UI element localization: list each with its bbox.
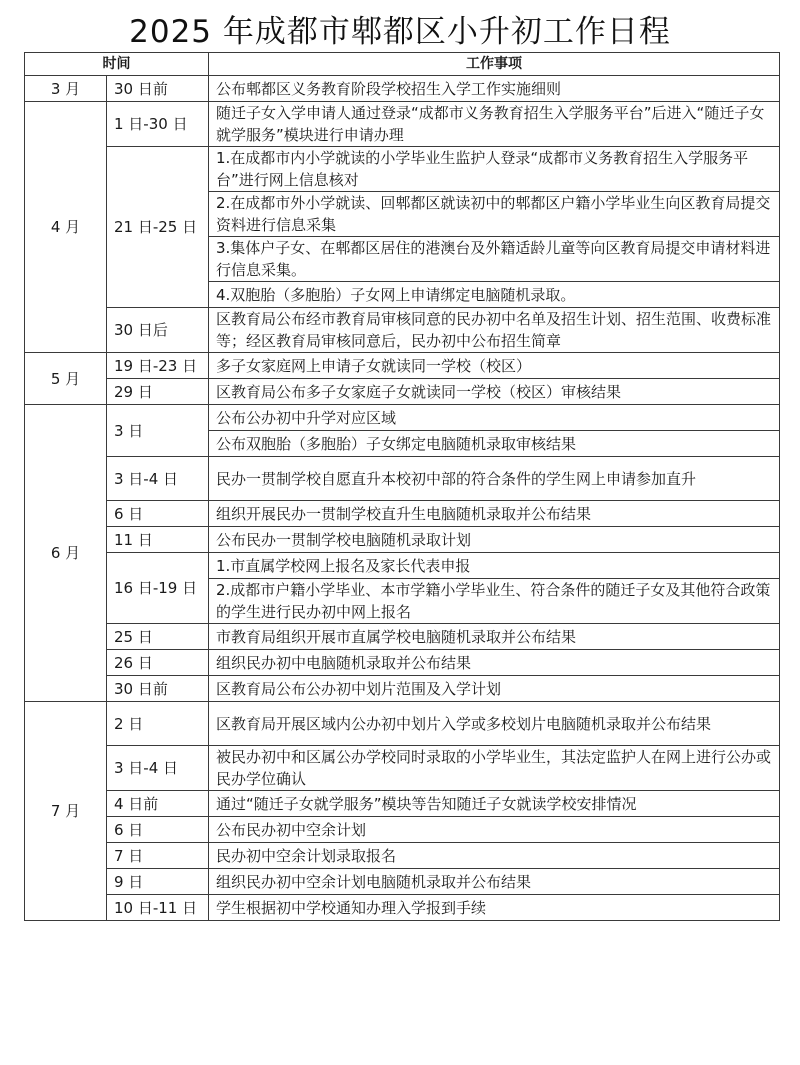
day-cell: 3 日 (107, 405, 209, 457)
month-cell: 5 月 (25, 353, 107, 405)
table-row (25, 791, 780, 817)
task-cell: 公布双胞胎（多胞胎）子女绑定电脑随机录取审核结果 (209, 431, 780, 457)
day-cell: 30 日后 (107, 308, 209, 353)
table-row (25, 147, 780, 192)
day-cell: 26 日 (107, 650, 209, 676)
header-tasks: 工作事项 (209, 53, 780, 76)
task-cell: 公布民办初中空余计划 (209, 817, 780, 843)
day-cell: 7 日 (107, 843, 209, 869)
table-row (25, 353, 780, 379)
day-cell: 6 日 (107, 817, 209, 843)
table-row (25, 843, 780, 869)
task-cell: 公布公办初中升学对应区域 (209, 405, 780, 431)
header-time: 时间 (25, 53, 209, 76)
day-cell: 29 日 (107, 379, 209, 405)
task-cell: 2.在成都市外小学就读、回郫都区就读初中的郫都区户籍小学毕业生向区教育局提交资料进行信息采集 (209, 192, 780, 237)
day-cell: 11 日 (107, 527, 209, 553)
table-row (25, 405, 780, 431)
schedule-table (24, 52, 780, 921)
table-row (25, 102, 780, 147)
day-cell: 3 日-4 日 (107, 457, 209, 501)
task-cell: 区教育局开展区域内公办初中划片入学或多校划片电脑随机录取并公布结果 (209, 702, 780, 746)
day-cell: 30 日前 (107, 76, 209, 102)
day-cell: 10 日-11 日 (107, 895, 209, 921)
table-row (25, 624, 780, 650)
day-cell: 16 日-19 日 (107, 553, 209, 624)
task-cell: 1.在成都市内小学就读的小学毕业生监护人登录“成都市义务教育招生入学服务平台”进行网上信息核对 (209, 147, 780, 192)
table-row (25, 746, 780, 791)
task-cell: 3.集体户子女、在郫都区居住的港澳台及外籍适龄儿童等向区教育局提交申请材料进行信息采集。 (209, 237, 780, 282)
day-cell: 19 日-23 日 (107, 353, 209, 379)
task-cell: 市教育局组织开展市直属学校电脑随机录取并公布结果 (209, 624, 780, 650)
day-cell: 25 日 (107, 624, 209, 650)
table-header-row (25, 53, 780, 76)
task-cell: 2.成都市户籍小学毕业、本市学籍小学毕业生、符合条件的随迁子女及其他符合政策的学生进行民办初中网上报名 (209, 579, 780, 624)
table-row (25, 553, 780, 579)
month-cell: 7 月 (25, 702, 107, 921)
task-cell: 组织开展民办一贯制学校直升生电脑随机录取并公布结果 (209, 501, 780, 527)
task-cell: 随迁子女入学申请人通过登录“成都市义务教育招生入学服务平台”后进入“随迁子女就学服务”模块进行申请办理 (209, 102, 780, 147)
task-cell: 被民办初中和区属公办学校同时录取的小学毕业生，其法定监护人在网上进行公办或民办学位确认 (209, 746, 780, 791)
table-row (25, 308, 780, 353)
day-cell: 30 日前 (107, 676, 209, 702)
task-cell: 组织民办初中空余计划电脑随机录取并公布结果 (209, 869, 780, 895)
task-cell: 组织民办初中电脑随机录取并公布结果 (209, 650, 780, 676)
task-cell: 4.双胞胎（多胞胎）子女网上申请绑定电脑随机录取。 (209, 282, 780, 308)
table-row (25, 650, 780, 676)
table-row (25, 869, 780, 895)
table-row (25, 457, 780, 501)
month-cell: 4 月 (25, 102, 107, 353)
day-cell: 3 日-4 日 (107, 746, 209, 791)
day-cell: 4 日前 (107, 791, 209, 817)
table-row (25, 379, 780, 405)
table-row (25, 527, 780, 553)
task-cell: 民办一贯制学校自愿直升本校初中部的符合条件的学生网上申请参加直升 (209, 457, 780, 501)
table-row (25, 501, 780, 527)
task-cell: 多子女家庭网上申请子女就读同一学校（校区） (209, 353, 780, 379)
day-cell: 21 日-25 日 (107, 147, 209, 308)
task-cell: 区教育局公布多子女家庭子女就读同一学校（校区）审核结果 (209, 379, 780, 405)
day-cell: 2 日 (107, 702, 209, 746)
table-row (25, 76, 780, 102)
task-cell: 学生根据初中学校通知办理入学报到手续 (209, 895, 780, 921)
month-cell: 6 月 (25, 405, 107, 702)
task-cell: 公布民办一贯制学校电脑随机录取计划 (209, 527, 780, 553)
task-cell: 区教育局公布公办初中划片范围及入学计划 (209, 676, 780, 702)
table-row (25, 676, 780, 702)
task-cell: 公布郫都区义务教育阶段学校招生入学工作实施细则 (209, 76, 780, 102)
table-row (25, 895, 780, 921)
table-row (25, 817, 780, 843)
month-cell: 3 月 (25, 76, 107, 102)
task-cell: 1.市直属学校网上报名及家长代表申报 (209, 553, 780, 579)
day-cell: 9 日 (107, 869, 209, 895)
day-cell: 6 日 (107, 501, 209, 527)
page-title: 2025 年成都市郫都区小升初工作日程 (129, 14, 671, 50)
task-cell: 区教育局公布经市教育局审核同意的民办初中名单及招生计划、招生范围、收费标准等；经区教育局审核同意后，民办初中公布招生简章 (209, 308, 780, 353)
table-row (25, 702, 780, 746)
task-cell: 通过“随迁子女就学服务”模块等告知随迁子女就读学校安排情况 (209, 791, 780, 817)
schedule-body (25, 76, 780, 921)
task-cell: 民办初中空余计划录取报名 (209, 843, 780, 869)
day-cell: 1 日-30 日 (107, 102, 209, 147)
